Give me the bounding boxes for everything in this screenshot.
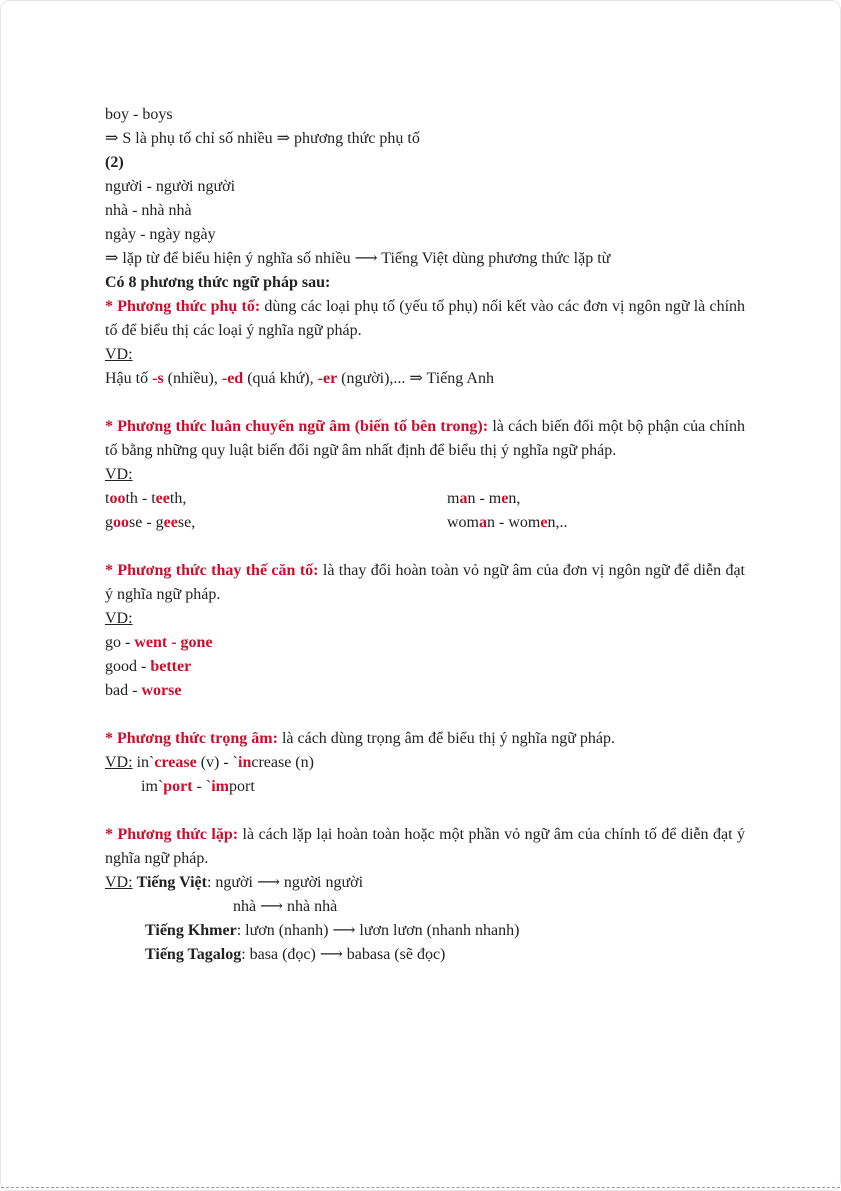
example-line: bad - worse bbox=[105, 682, 182, 699]
example-line: Hậu tố -s (nhiều), -ed (quá khứ), -er (người),... ⇒ Tiếng Anh bbox=[105, 370, 494, 387]
example-line: Tiếng Khmer: lươn (nhanh) ⟶ lươn lươn (nhanh nhanh) bbox=[145, 922, 520, 939]
method-reduplication-title: * Phương thức lặp: bbox=[105, 826, 239, 843]
method-affix-definition: * Phương thức phụ tố: dùng các loại phụ tố (yếu tố phụ) nối kết vào các đơn vị ngôn ngữ là chính tố để biểu thị các loại ý nghĩa ngữ pháp. bbox=[105, 298, 746, 339]
method-ablaut-definition: * Phương thức luân chuyển ngữ âm (biến tố bên trong): là cách biến đổi một bộ phận của chính tố bằng những quy luật biến đổi ngữ âm nhất định để biểu thị ý nghĩa ngữ pháp. bbox=[105, 418, 745, 459]
example-line: ngày - ngày ngày bbox=[105, 226, 216, 243]
example-row bbox=[105, 511, 745, 535]
method-suppletion-definition: * Phương thức thay thế căn tố: là thay đổi hoàn toàn vỏ ngữ âm của đơn vị ngôn ngữ để diễn đạt ý nghĩa ngữ pháp. bbox=[105, 562, 746, 603]
method-ablaut-title: * Phương thức luân chuyển ngữ âm (biến tố bên trong): bbox=[105, 418, 489, 435]
document-body bbox=[105, 103, 745, 967]
method-affix-title: * Phương thức phụ tố: bbox=[105, 298, 261, 315]
example-line: boy - boys bbox=[105, 106, 173, 123]
example-label: VD: bbox=[105, 466, 133, 483]
conclusion-line: ⇒ S là phụ tố chỉ số nhiều ⇒ phương thức phụ tố bbox=[105, 130, 420, 147]
example-line: người - người người bbox=[105, 178, 236, 195]
example-line: go - went - gone bbox=[105, 634, 213, 651]
example-tooth: tooth - teeth, bbox=[105, 490, 187, 507]
method-stress-definition: * Phương thức trọng âm: là cách dùng trọng âm để biểu thị ý nghĩa ngữ pháp. bbox=[105, 730, 615, 747]
example-line: VD: Tiếng Việt: người ⟶ người người bbox=[105, 874, 364, 891]
example-label: VD: bbox=[105, 346, 133, 363]
example-label: VD: bbox=[105, 610, 133, 627]
example-line: good - better bbox=[105, 658, 192, 675]
method-reduplication-definition: * Phương thức lặp: là cách lặp lại hoàn toàn hoặc một phần vỏ ngữ âm của chính tố để diễn đạt ý nghĩa ngữ pháp. bbox=[105, 826, 746, 867]
conclusion-line: ⇒ lặp từ để biểu hiện ý nghĩa số nhiều ⟶ Tiếng Việt dùng phương thức lặp từ bbox=[105, 250, 611, 267]
example-goose: goose - geese, bbox=[105, 514, 196, 531]
example-line: nhà ⟶ nhà nhà bbox=[233, 898, 338, 915]
section-marker: (2) bbox=[105, 154, 124, 171]
example-woman: woman - women,.. bbox=[447, 514, 568, 531]
example-line: nhà - nhà nhà bbox=[105, 202, 192, 219]
example-man: man - men, bbox=[447, 490, 521, 507]
page-bottom-border bbox=[1, 1187, 840, 1188]
example-line: VD: in`crease (v) - `increase (n) bbox=[105, 754, 314, 771]
example-row bbox=[105, 487, 745, 511]
example-line: Tiếng Tagalog: basa (đọc) ⟶ babasa (sẽ đọc) bbox=[145, 946, 446, 963]
example-line: im`port - `import bbox=[141, 778, 255, 795]
section-heading: Có 8 phương thức ngữ pháp sau: bbox=[105, 274, 331, 291]
method-stress-title: * Phương thức trọng âm: bbox=[105, 730, 278, 747]
method-suppletion-title: * Phương thức thay thế căn tố: bbox=[105, 562, 319, 579]
